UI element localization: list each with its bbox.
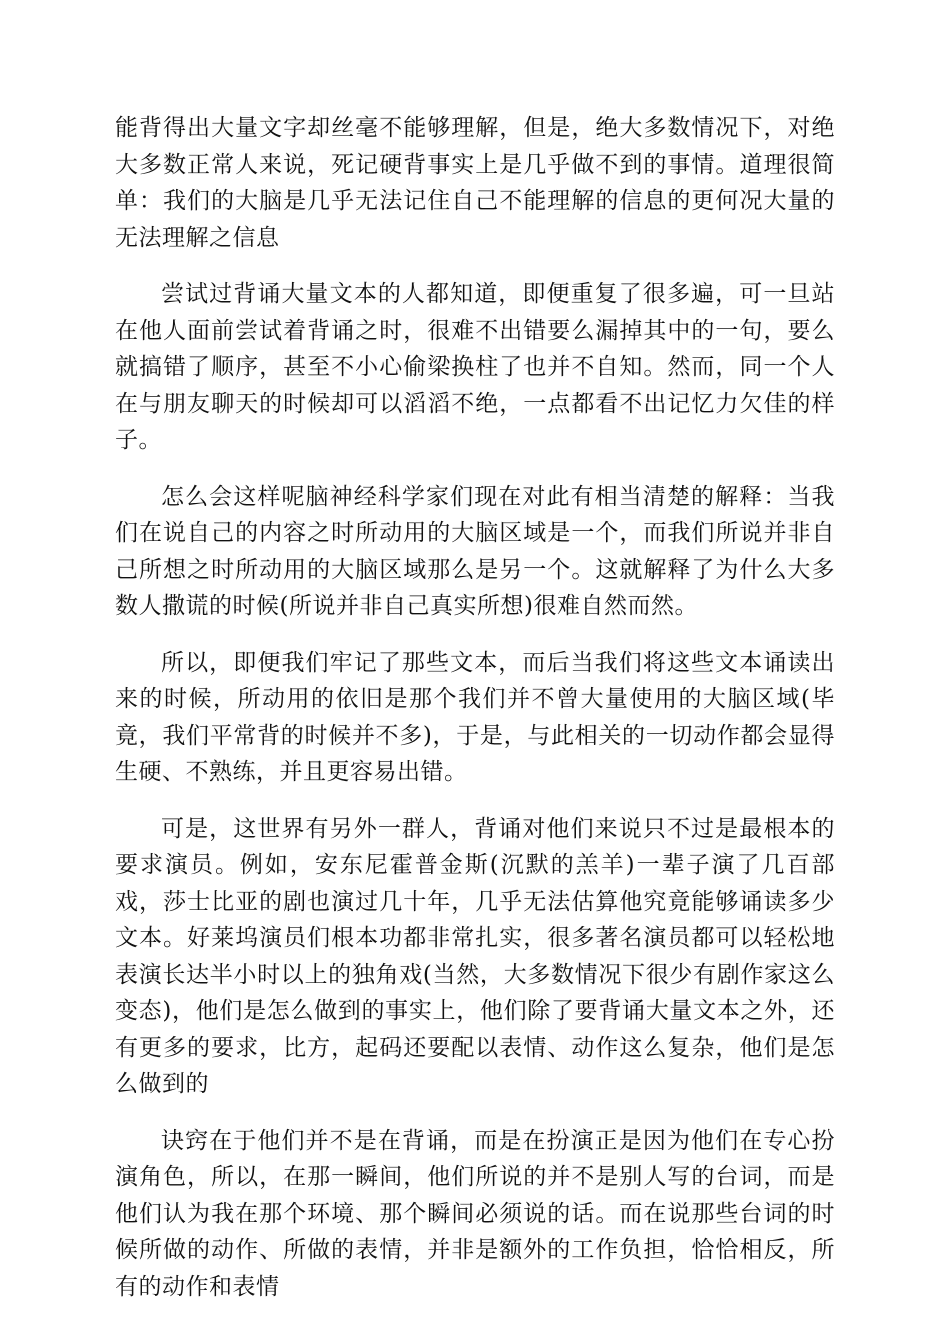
document-body xyxy=(115,110,835,1325)
paragraph-6: 诀窍在于他们并不是在背诵，而是在扮演正是因为他们在专心扮演角色，所以，在那一瞬间，他们所说的并不是别人写的台词，而是他们认为我在那个环境、那个瞬间必须说的话。而在说那些台词的时候所做的动作、所做的表情，并非是额外的工作负担，恰恰相反，所有的动作和表情 xyxy=(115,1127,835,1300)
paragraph-4: 所以，即便我们牢记了那些文本，而后当我们将这些文本诵读出来的时候，所动用的依旧是那个我们并不曾大量使用的大脑区域(毕竟，我们平常背的时候并不多)，于是，与此相关的一切动作都会显得生硬、不熟练，并且更容易出错。 xyxy=(115,649,835,785)
paragraph-2: 尝试过背诵大量文本的人都知道，即便重复了很多遍，可一旦站在他人面前尝试着背诵之时，很难不出错要么漏掉其中的一句，要么就搞错了顺序，甚至不小心偷梁换柱了也并不自知。然而，同一个人在与朋友聊天的时候却可以滔滔不绝，一点都看不出记忆力欠佳的样子。 xyxy=(115,281,835,453)
paragraph-5: 可是，这世界有另外一群人，背诵对他们来说只不过是最根本的要求演员。例如，安东尼霍普金斯(沉默的羔羊)一辈子演了几百部戏，莎士比亚的剧也演过几十年，几乎无法估算他究竟能够诵读多少文本。好莱坞演员们根本功都非常扎实，很多著名演员都可以轻松地表演长达半小时以上的独角戏(当然，大多数情况下很少有剧作家这么变态)，他们是怎么做到的事实上，他们除了要背诵大量文本之外，还有更多的要求，比方，起码还要配以表情、动作这么复杂，他们是怎么做到的 xyxy=(115,815,835,1097)
paragraph-3: 怎么会这样呢脑神经科学家们现在对此有相当清楚的解释：当我们在说自己的内容之时所动用的大脑区域是一个，而我们所说并非自己所想之时所动用的大脑区域那么是另一个。这就解释了为什么大多数人撒谎的时候(所说并非自己真实所想)很难自然而然。 xyxy=(115,483,835,619)
paragraph-1: 能背得出大量文字却丝毫不能够理解，但是，绝大多数情况下，对绝大多数正常人来说，死记硬背事实上是几乎做不到的事情。道理很简单：我们的大脑是几乎无法记住自己不能理解的信息的更何况大量的无法理解之信息 xyxy=(115,115,835,251)
